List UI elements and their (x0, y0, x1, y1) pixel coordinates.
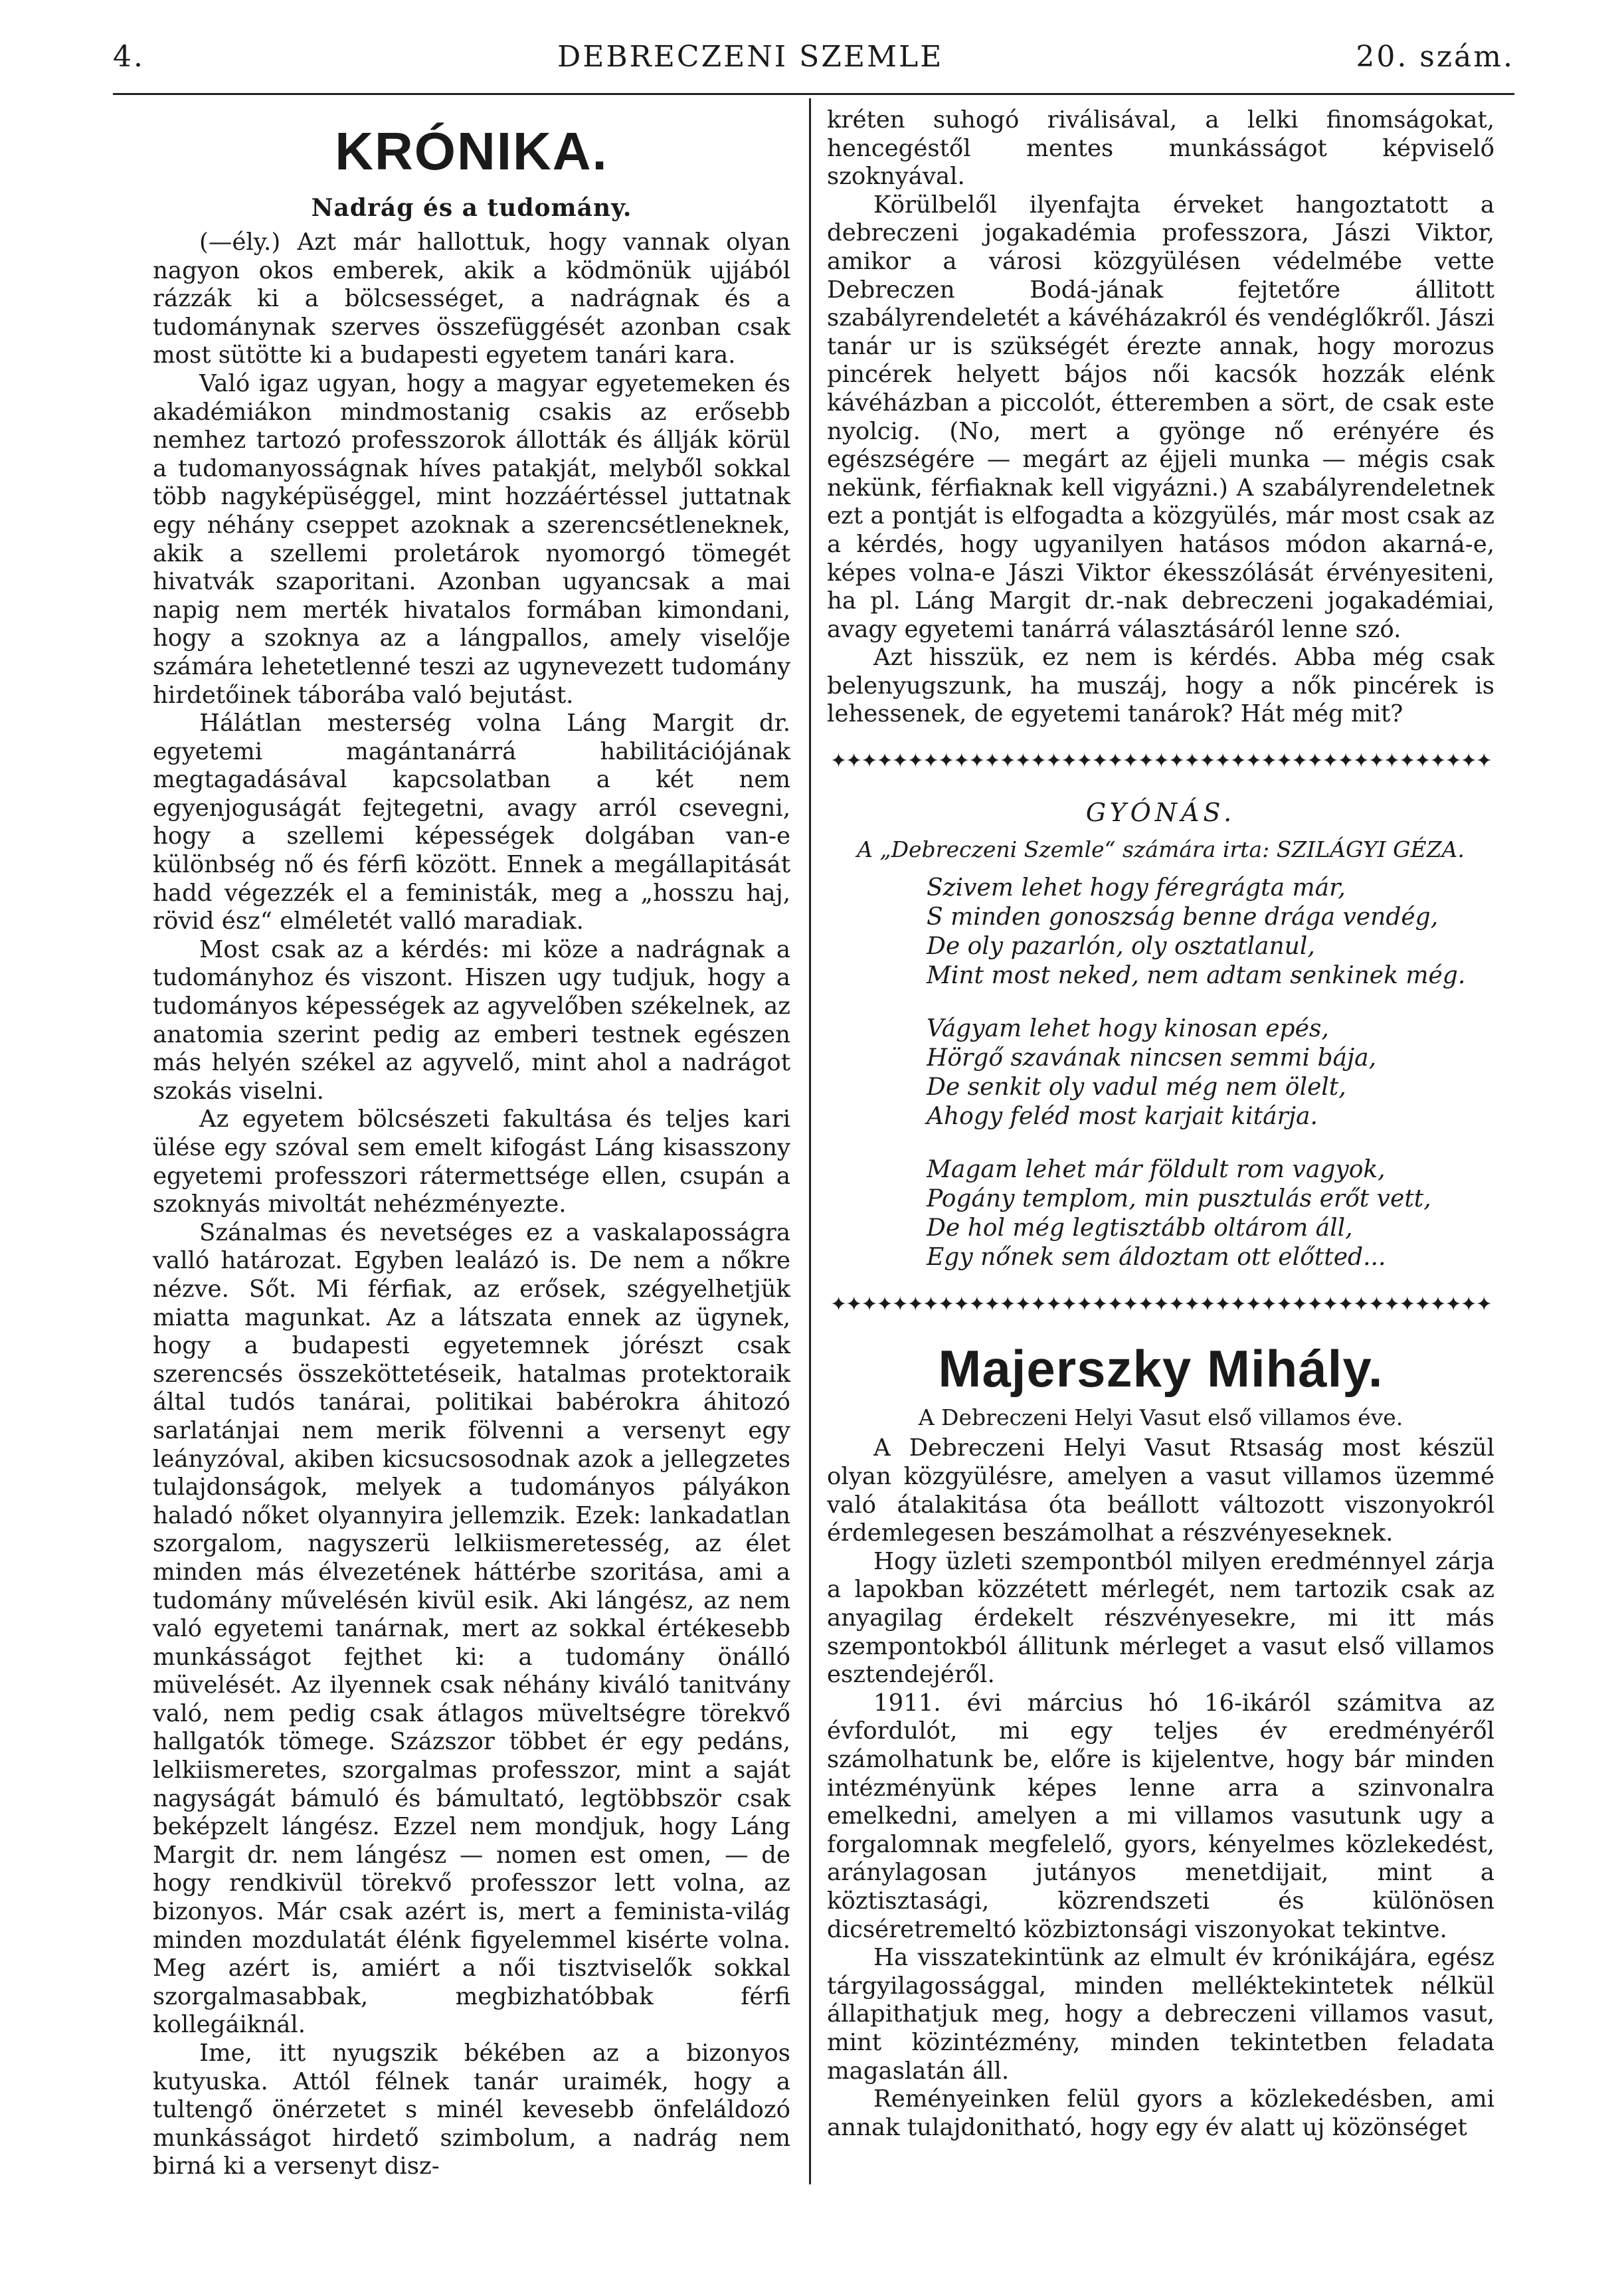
paragraph: 1911. évi március hó 16-ikáról számitva az évfordulót, mi egy teljes év eredményéről számolhatunk be, előre is kijelentve, hogy bár minden intézményünk képes lenne arra a szinvonalra emelkedni, amelyen a mi villamos vasutunk ugy a forgalomnak megfelelő, gyors, kényelmes közlekedést, aránylagosan jutányos menetdijait, mint a köztisztasági, közrendszeti és különösen dicséretremeltó közbiztonsági viszonyokat tekintve. (827, 1689, 1494, 1943)
paragraph: Hogy üzleti szempontból milyen eredménnyel zárja a lapokban közzétett mérlegét, nem tartozik csak az anyagilag érdekelt részvényesekre, mi itt más szempontokból állitunk mérleget a vasut első villamos esztendejéről. (827, 1547, 1494, 1689)
right-column (827, 106, 1494, 2142)
poem-title: GYÓNÁS. (1085, 797, 1236, 827)
column-rule (809, 98, 811, 2184)
paragraph: Most csak az a kérdés: mi köze a nadrágnak a tudományhoz és viszont. Hiszen ugy tudjuk, hogy a tudományos képességek az agyvelőben székelnek, az anatomia szerint pedig az emberi testnek egészen más helyén székel az agyvelő, mint ahol a nadrágot szokás viselni. (153, 935, 790, 1105)
publication-name: DEBRECZENI SZEMLE (557, 40, 944, 74)
poem-attribution: A „Debreczeni Szemle“ számára irta: SZILÁGYI GÉZA. (857, 836, 1465, 863)
page-number: 4. (113, 40, 145, 74)
article-deck: A Debreczeni Helyi Vasut első villamos éve. (918, 1404, 1403, 1431)
paragraph: (—ély.) Azt már hallottuk, hogy vannak olyan nagyon okos emberek, akik a ködmönük ujjából rázzák ki a bölcsességet, a nadrágnak és a tudománynak szerves összefüggését azonban csak most sütötte ki a budapesti egyetem tanári kara. (153, 229, 790, 369)
article-title: Majerszky Mihály. (938, 1339, 1384, 1398)
page-header (113, 40, 1514, 86)
ornament-divider: ✦✦✦✦✦✦✦✦✦✦✦✦✦✦✦✦✦✦✦✦✦✦✦✦✦✦✦✦✦✦✦✦✦✦✦✦✦✦✦✦✦✦✦ (830, 749, 1491, 773)
poem-line: Magam lehet már földult rom vagyok, (927, 1155, 1386, 1183)
poem-stanza (927, 1155, 1494, 1272)
article-subtitle: Nadrág és a tudomány. (311, 194, 632, 222)
paragraph: Ime, itt nyugszik békében az a bizonyos kutyuska. Attól félnek tanár uraimék, hogy a tultengő önérzetet s minél kevesebb önfeláldozó munkásságot hirdető szimbolum, a nadrág nem birná ki a versenyt disz- (153, 2040, 790, 2180)
paragraph: kréten suhogó riválisával, a lelki finomságokat, hencegéstől mentes munkásságot képviselő szoknyával. (827, 106, 1494, 191)
ornament-divider: ✦✦✦✦✦✦✦✦✦✦✦✦✦✦✦✦✦✦✦✦✦✦✦✦✦✦✦✦✦✦✦✦✦✦✦✦✦✦✦✦✦✦✦ (830, 1292, 1491, 1316)
paragraph: Hálátlan mesterség volna Láng Margit dr. egyetemi magántanárrá habilitációjának megtagadásával kapcsolatban a két nem egyenjoguságát fejtegetni, avagy arról csevegni, hogy a szellemi képességek dolgában van-e különbség nő és férfi között. Ennek a megállapitását hadd végezzék el a feministák, meg a „hosszu haj, rövid ész“ elméletét valló maradiak. (153, 710, 790, 935)
paragraph: Való igaz ugyan, hogy a magyar egyetemeken és akadémiákon mindmostanig csakis az erősebb nemhez tartozó professzorok állották és állják körül a tudomanyosságnak híves patakját, melyből sokkal több nagyképüséggel, mint hozzáértéssel juttatnak egy néhány cseppet azoknak a szerencsétleneknek, akik a szellemi proletárok nyomorgó tömegét hivatvák szaporitani. Azonban ugyancsak a mai napig nem merték hivatalos formában kimondani, hogy a szoknya az a lángpallos, amely viselője számára lehetetlenné teszi az ugynevezett tudomány hirdetőinek táborába való bejutást. (153, 369, 790, 709)
paragraph: Ha visszatekintünk az elmult év krónikájára, egész tárgyilagossággal, minden melléktekintetek nélkül állapithatjuk meg, hogy a debreczeni villamos vasut, mint közintézmény, minden tekintetben feladata magaslatán áll. (827, 1944, 1494, 2085)
poem-line: Hörgő szavának nincsen semmi bája, (927, 1044, 1377, 1072)
poem-stanza (927, 1014, 1494, 1131)
poem-line: Vágyam lehet hogy kinosan epés, (927, 1014, 1329, 1042)
paragraph: Körülbelől ilyenfajta érveket hangoztatott a debreczeni jogakadémia professzora, Jászi Viktor, amikor a városi közgyülésen védelmébe vette Debreczen Bodá-jának fejtetőre állitott szabályrendeletét a kávéházakról és vendéglőkről. Jászi tanár ur is szükségét érezte annak, hogy morozus pincérek helyett bájos női kacsók hozzák elénk kávéházban a piccolót, étteremben a sört, de csak este nyolcig. (No, mert a gyönge nő erényére és egészségére — megárt az éjjeli munka — mégis csak nekünk, férfiaknak kell vigyázni.) A szabályrendeletnek ezt a pontját is elfogadta a közgyülés, már most csak az a kérdés, hogy ugyanilyen hatásos módon akarná-e, képes volna-e Jászi Viktor ékesszólását érvényesiteni, ha pl. Láng Margit dr.-nak debreczeni jogakadémiai, avagy egyetemi tanárrá választásáról lenne szó. (827, 191, 1494, 643)
paragraph: Reményeinken felül gyors a közlekedésben, ami annak tulajdonitható, hogy egy év alatt uj közönséget (827, 2085, 1494, 2141)
paragraph: Az egyetem bölcsészeti fakultása és teljes kari ülése egy szóval sem emelt kifogást Láng kisasszony egyetemi professzori rátermettsége ellen, csupán a szoknyás mivoltát nehézményezte. (153, 1105, 790, 1218)
paragraph: A Debreczeni Helyi Vasut Rtsaság most készül olyan közgyülésre, amelyen a vasut villamos üzemmé való átalakitása óta beállott változott viszonyokról érdemlegesen beszámolhat a részvényeseknek. (827, 1434, 1494, 1547)
poem-line: Ahogy feléd most karjait kitárja. (927, 1102, 1318, 1130)
poem-line: Szivem lehet hogy féregrágta már, (927, 874, 1346, 902)
paragraph: Szánalmas és nevetséges ez a vaskalaposságra valló határozat. Egyben lealázó is. De nem a nőkre nézve. Sőt. Mi férfiak, az erősek, szégyelhetjük miatta magunkat. Az a látszata ennek az ügynek, hogy a budapesti egyetemnek jórészt csak szerencsés összeköttetéseik, hatalmas protektoraik által tudós tanárai, politikai babérokra áhitozó sarlatánjai nem merik fölvenni a versenyt egy leányzóval, akiben kicsucsosodnak azok a jellegzetes tulajdonságok, melyek a tudományos pályákon haladó nőket olyannyira jellemzik. Ezek: lankadatlan szorgalom, nagyszerü lelkiismeretesség, az élet minden más élvezetének háttérbe szoritása, ami a tudomány művelésén kivül esik. Aki lángész, az nem való egyetemi tanárnak, mert az sokkal értékesebb munkásságot fejthet ki: a tudomány önálló müvelését. Az ilyennek csak néhány kiváló tanitvány való, nem pedig csak átlagos müveltségre törekvő hallgatók tömege. Százszor többet ér egy pedáns, lelkiismeretes, szorgalmas professzor, mint a saját nagyságát bámuló és bámultató, legtöbbször csak beképzelt lángész. Ezzel nem mondjuk, hogy Láng Margit dr. nem lángész — nomen est omen, — de hogy rendkivül törekvő professzor lett volna, az bizonyos. Már csak azért is, mert a feminista-világ minden mozdulatát élénk figyelemmel kisérte volna. Meg azért is, amiért a női tisztviselők sokkal szorgalmasabbak, megbizhatóbbak férfi kollegáiknál. (153, 1218, 790, 2039)
poem-stanza (927, 874, 1494, 991)
poem-line: Pogány templom, min pusztulás erőt vett, (927, 1185, 1431, 1212)
header-rule (113, 93, 1514, 95)
poem-line: S minden gonoszság benne drága vendég, (927, 903, 1439, 931)
left-column (153, 106, 790, 2181)
poem-line: Egy nőnek sem áldoztam ott előtted... (927, 1243, 1386, 1271)
poem-line: Mint most neked, nem adtam senkinek még. (927, 961, 1466, 989)
paragraph: Azt hisszük, ez nem is kérdés. Abba még csak belenyugszunk, ha muszáj, hogy a nők pincérek is lehessenek, de egyetemi tanárok? Hát még mit? (827, 644, 1494, 728)
poem-line: De oly pazarlón, oly osztatlanul, (927, 932, 1315, 960)
issue-number: 20. szám. (1356, 40, 1514, 74)
poem-line: De senkit oly vadul még nem ölelt, (927, 1073, 1346, 1101)
section-title: KRÓNIKA. (335, 122, 608, 181)
poem-line: De hol még legtisztább oltárom áll, (927, 1214, 1353, 1242)
